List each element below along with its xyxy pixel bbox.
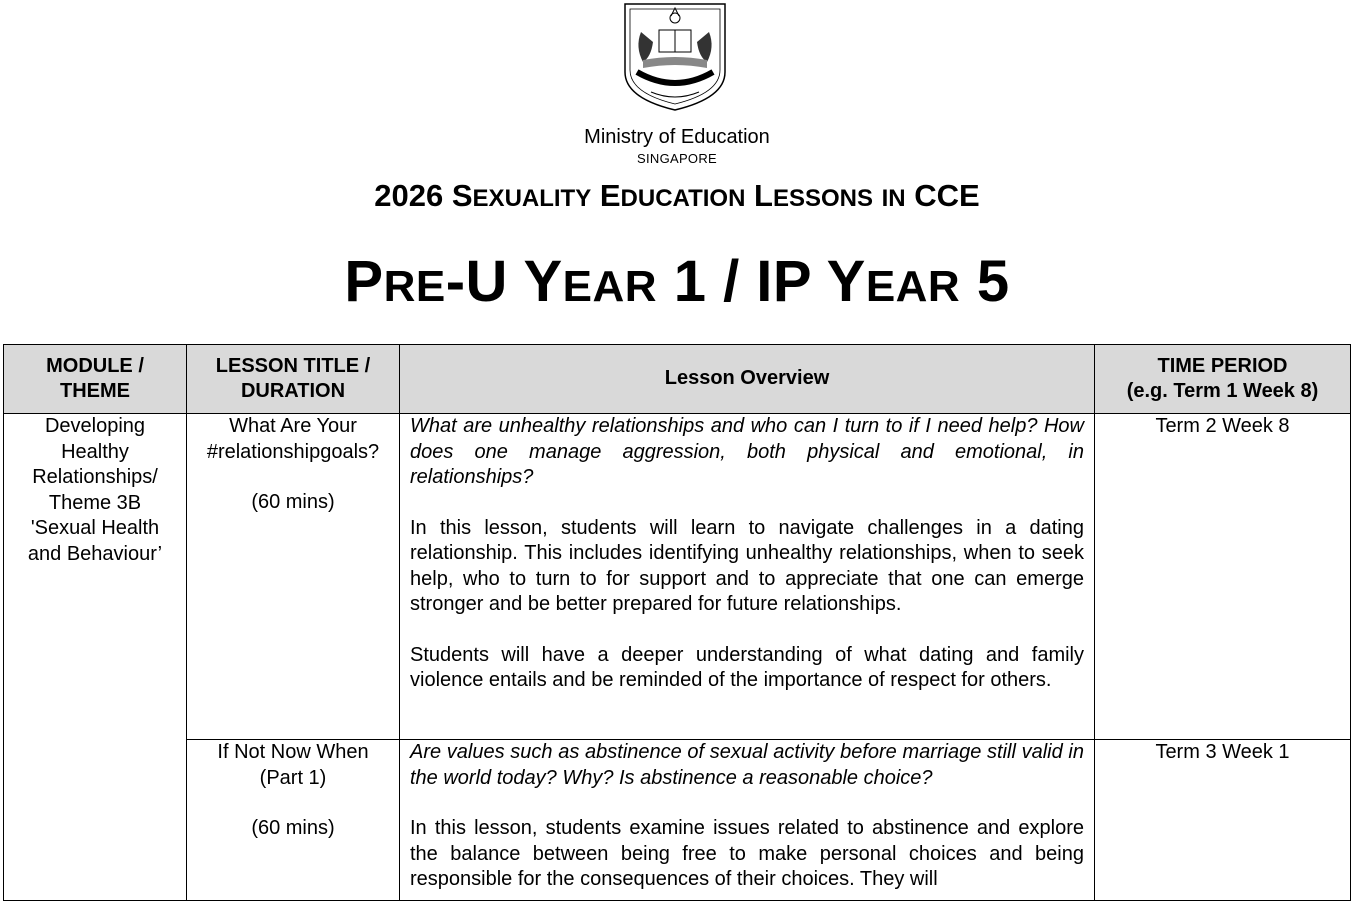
level-part: P — [344, 249, 384, 314]
module-line: Theme 3B — [48, 491, 142, 514]
title-word-rest: IN — [881, 185, 906, 212]
lesson-duration: (60 mins) — [251, 817, 335, 839]
header-text: (e.g. Term 1 Week 8) — [1126, 380, 1319, 402]
header-lesson-title — [187, 345, 400, 414]
title-word-rest: EXUALITY — [472, 185, 592, 212]
module-line: Developing — [44, 415, 146, 437]
document-title — [0, 178, 1354, 214]
level-part: 1 / IP — [657, 249, 827, 314]
lesson-title-cell — [187, 740, 400, 901]
table-row — [4, 740, 1351, 901]
table-header-row — [4, 345, 1351, 414]
level-part: EAR — [865, 262, 961, 311]
ministry-country: SINGAPORE — [637, 151, 717, 166]
guiding-questions: Are values such as abstinence of sexual activity before marriage still valid in the world today? Why? Is abstinence a reasonable choice? — [410, 741, 1084, 789]
level-part: Y — [826, 249, 866, 314]
title-suffix: CCE — [914, 178, 980, 213]
module-line: and Behaviour’ — [27, 542, 163, 565]
lesson-title-line: If Not Now When — [217, 741, 369, 763]
header-text: DURATION — [240, 380, 346, 402]
overview-paragraph: Students will have a deeper understanding of what dating and family violence entails and be reminded of the importance of respect for others. — [410, 643, 1084, 691]
level-part: -U — [445, 249, 524, 314]
module-line: 'Sexual Health — [30, 517, 160, 539]
overview-paragraph: In this lesson, students will learn to navigate challenges in a dating relationship. This includes identifying unhealthy relationships, when to seek help, who to turn to for support and to appreciate that one can emerge stronger and be better prepared for future relationships. — [410, 516, 1084, 615]
header-module — [4, 345, 187, 414]
lessons-table — [3, 344, 1351, 901]
ministry-name: Ministry of Education — [584, 126, 770, 148]
level-title — [0, 248, 1354, 315]
level-part: Y — [523, 249, 563, 314]
time-period-cell: Term 3 Week 1 — [1095, 740, 1351, 901]
title-year: 2026 — [374, 178, 452, 213]
lesson-overview-cell — [400, 414, 1095, 740]
level-part: EAR — [562, 262, 658, 311]
header-time-period — [1095, 345, 1351, 414]
header-text: MODULE / — [46, 354, 144, 377]
overview-paragraph: In this lesson, students examine issues related to abstinence and explore the balance between being free to make personal choices and being responsible for the consequences of their choices. They will — [410, 817, 1084, 890]
module-cell — [4, 414, 187, 901]
table-row — [4, 414, 1351, 740]
lesson-duration: (60 mins) — [251, 491, 335, 513]
lesson-title-line: What Are Your — [229, 415, 357, 437]
title-word-rest: DUCATION — [620, 185, 746, 212]
guiding-questions: What are unhealthy relationships and who can I turn to if I need help? How does one manage aggression, both physical and emotional, in relationships? — [410, 415, 1084, 488]
module-line: Healthy — [61, 440, 129, 463]
level-part: RE — [383, 262, 446, 311]
title-word-rest: ESSONS — [772, 185, 874, 212]
title-word-cap: L — [754, 178, 773, 213]
title-word-cap: E — [599, 178, 621, 213]
lesson-title-line: #relationshipgoals? — [206, 440, 380, 463]
lesson-title-cell — [187, 414, 400, 740]
lesson-title-line: (Part 1) — [259, 766, 327, 789]
moe-crest-icon — [623, 2, 727, 112]
time-period-cell: Term 2 Week 8 — [1095, 414, 1351, 740]
header-overview: Lesson Overview — [400, 345, 1095, 414]
module-line: Relationships/ — [32, 466, 158, 488]
header-text: LESSON TITLE / — [215, 354, 371, 377]
header-text: TIME PERIOD — [1157, 354, 1288, 377]
level-part: 5 — [960, 249, 1010, 314]
header-text: THEME — [60, 380, 130, 402]
title-word-cap: S — [451, 178, 473, 213]
lesson-overview-cell — [400, 740, 1095, 901]
